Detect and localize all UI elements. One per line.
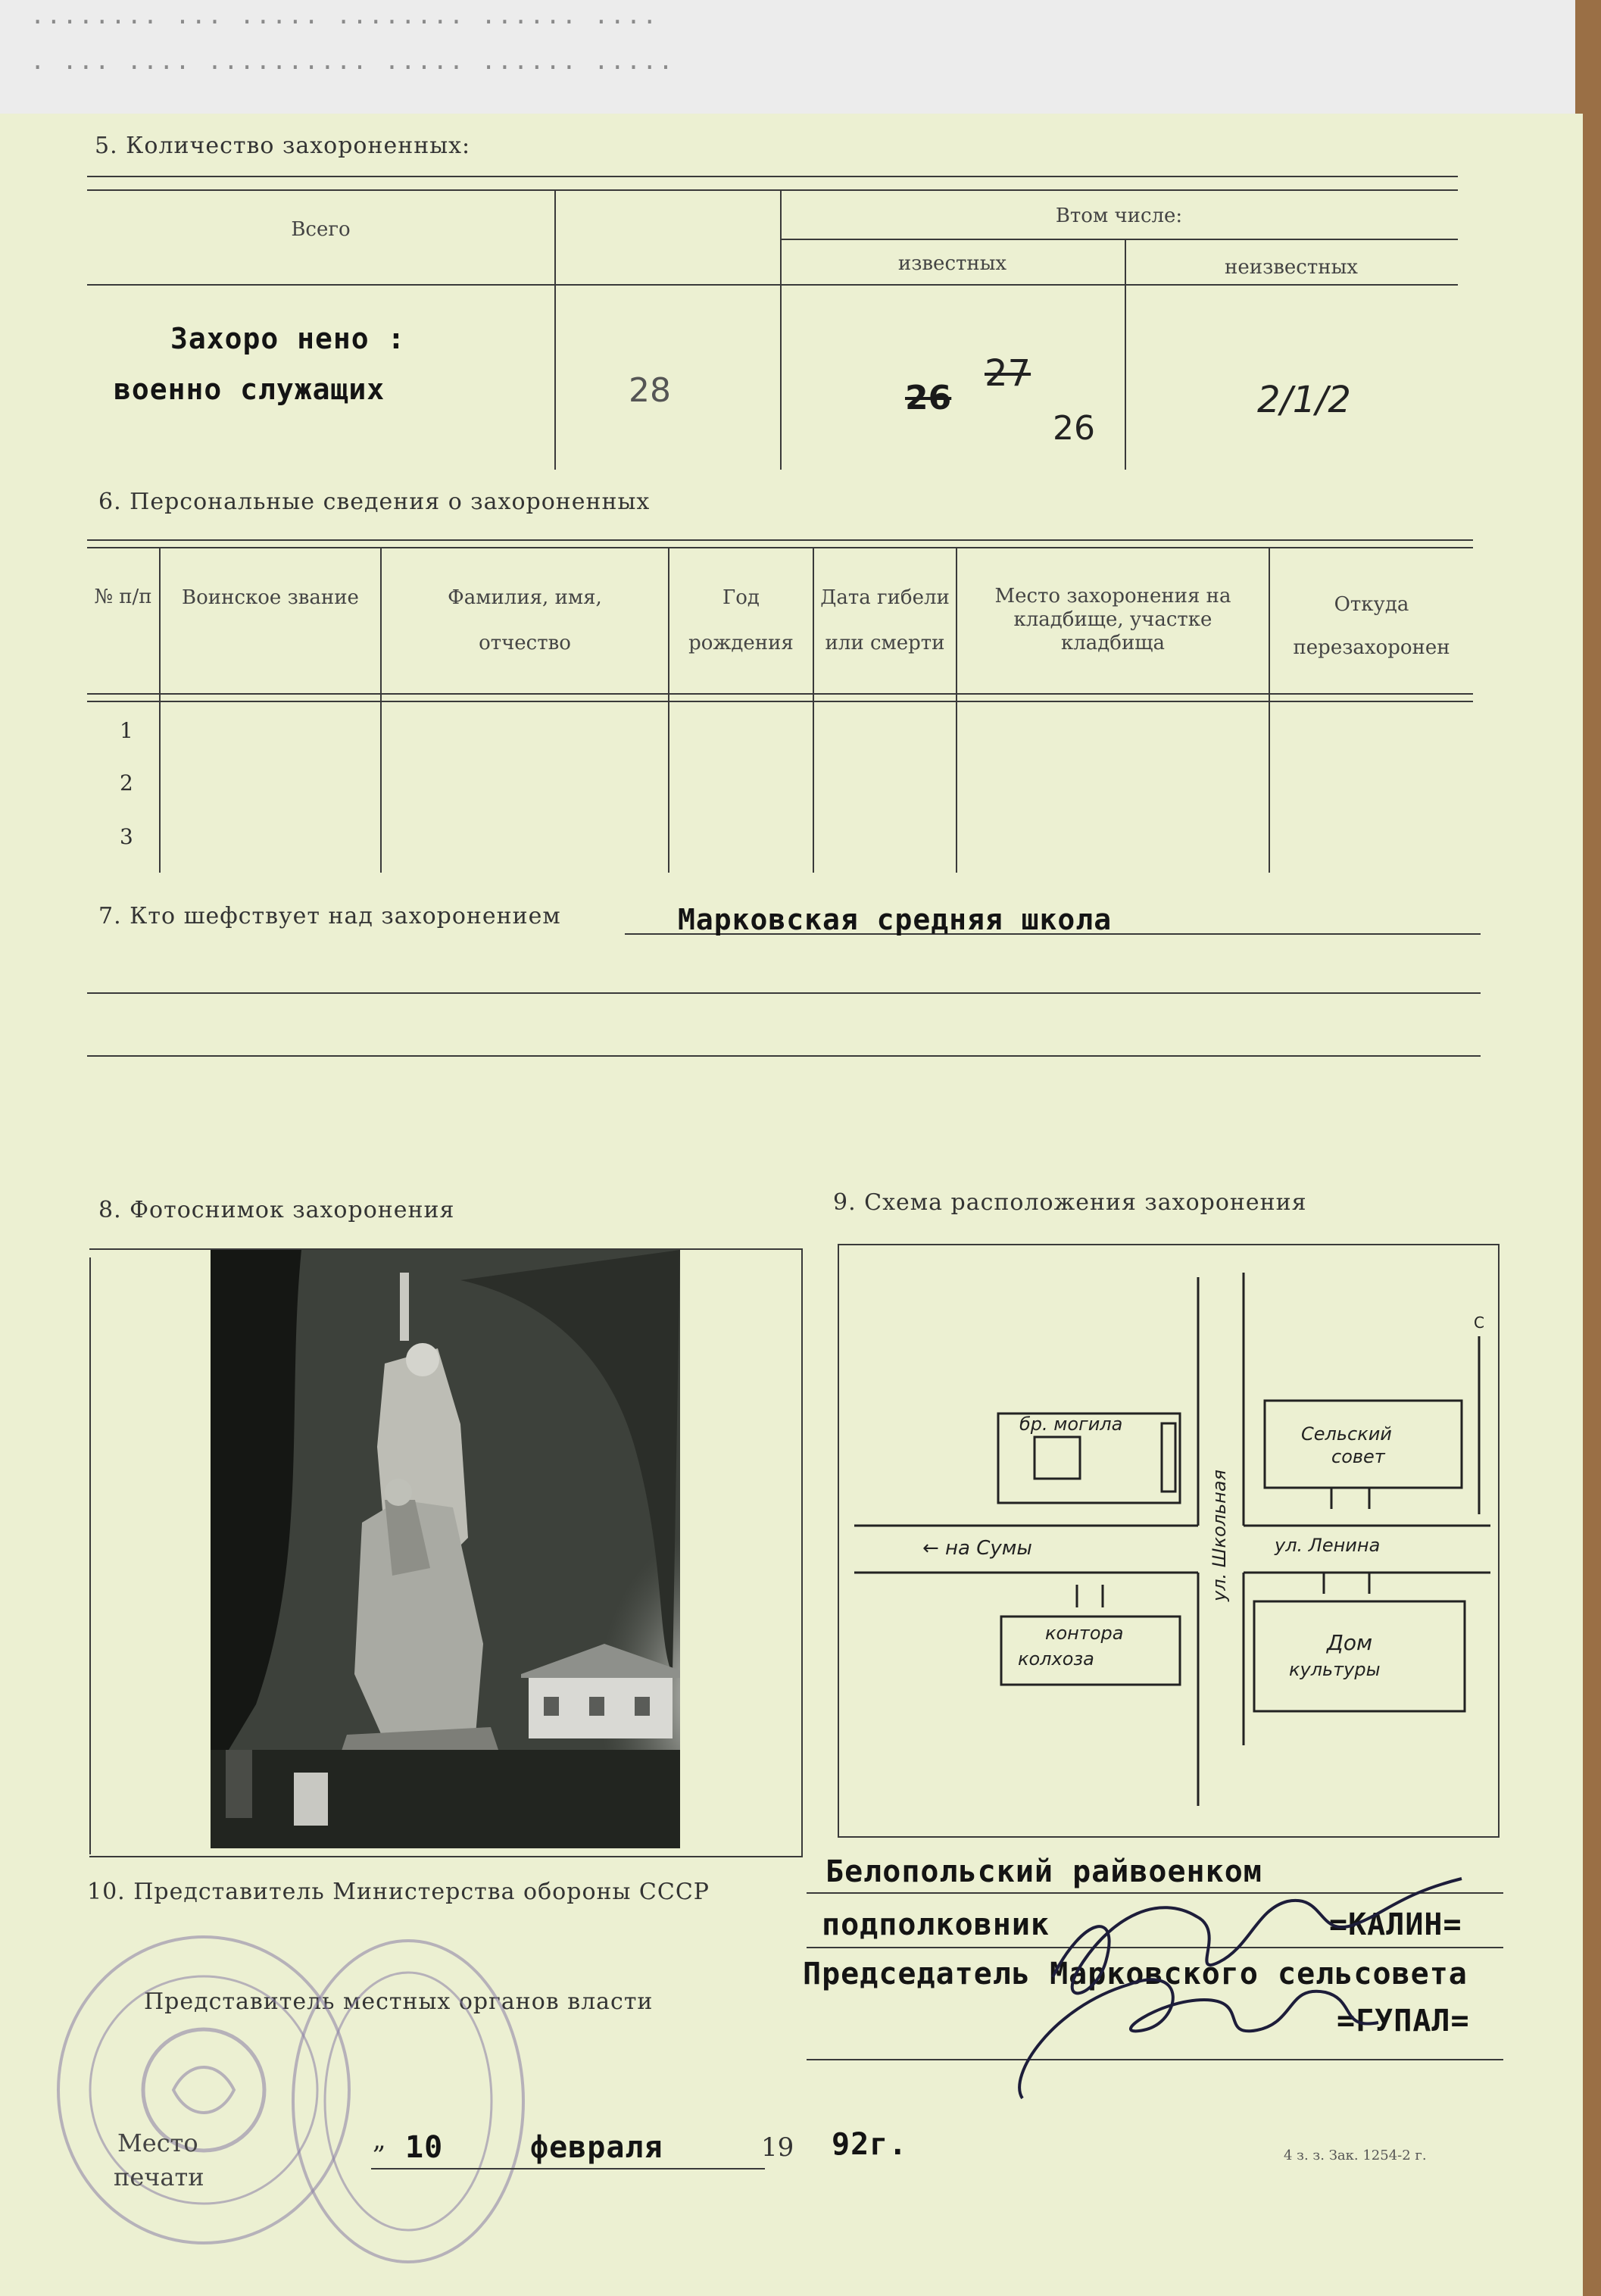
rule — [87, 539, 1473, 541]
rule — [89, 1257, 91, 1854]
stamp-emblem — [295, 1942, 522, 2260]
section5-title: 5. Количество захороненных: — [95, 133, 471, 159]
known-value-struck: 26 — [905, 379, 952, 417]
section10-title: 10. Представитель Министерства обороны СССР — [87, 1879, 710, 1905]
signatory-1-title: Белопольский райвоенком — [825, 1854, 1262, 1889]
memorial-photo — [211, 1250, 680, 1848]
culture-house-label: Дом — [1327, 1630, 1373, 1655]
total-value: 28 — [629, 371, 671, 410]
signatory-2-name: =ГУПАЛ= — [1337, 2004, 1470, 2038]
lenin-street-label: ул. Ленина — [1275, 1535, 1381, 1556]
date-day: 10 — [405, 2130, 444, 2165]
school-street-label: ул. Школьная — [1209, 1470, 1230, 1601]
col-known-header: известных — [897, 252, 1007, 275]
road-to-sumy-label: ← на Сумы — [922, 1537, 1032, 1560]
col-name-header: Фамилия, имя, отчество — [448, 586, 602, 654]
rule — [554, 189, 556, 470]
rule — [87, 693, 1473, 695]
rule — [87, 992, 1481, 994]
signatures — [932, 1848, 1507, 2121]
local-rep-label: Представитель местных органов власти — [144, 1988, 654, 2015]
signatory-1-rank: подполковник — [822, 1907, 1050, 1942]
known-value-final: 26 — [1053, 409, 1095, 448]
col-rank-header: Воинское звание — [182, 586, 359, 609]
rule — [87, 284, 1458, 286]
col-in-number-header: Втом числе: — [1055, 205, 1183, 227]
known-value-correction: 27 — [985, 352, 1031, 395]
date-century: 19 — [761, 2132, 794, 2163]
rule — [87, 701, 1473, 702]
secondary-stamp — [292, 1939, 525, 2263]
patron-value: Марковская средняя школа — [678, 903, 1113, 936]
buried-label: военно служащих — [114, 373, 385, 406]
memorial-illustration — [211, 1250, 680, 1848]
section6-title: 6. Персональные сведения о захороненных — [98, 489, 651, 515]
rule — [87, 189, 1458, 191]
office-label: колхоза — [1018, 1648, 1094, 1670]
row-number: 3 — [120, 824, 133, 849]
date-quote: „ — [373, 2125, 386, 2155]
col-death-date-header: Дата гибели или смерти — [820, 586, 950, 654]
rule — [780, 239, 1458, 240]
row-number: 1 — [120, 718, 133, 743]
rule — [87, 547, 1473, 548]
previous-page-text: · ··· ···· ·········· ····· ······ ····· — [30, 53, 675, 82]
date-year: 92г. — [832, 2127, 908, 2162]
scheme-frame — [838, 1244, 1500, 1838]
col-burial-place-header: Место захоронения на кладбище, участке кладбища — [994, 585, 1231, 655]
council-label: Сельский — [1301, 1423, 1392, 1445]
rule — [780, 189, 782, 470]
col-number-header: № п/п — [94, 586, 152, 608]
rule — [371, 2168, 765, 2169]
council-label: совет — [1331, 1446, 1385, 1467]
office-label: контора — [1045, 1623, 1124, 1644]
rule — [87, 176, 1458, 177]
date-month: февраля — [530, 2130, 663, 2165]
signatory-1-name: =КАЛИН= — [1329, 1907, 1462, 1942]
section8-title: 8. Фотоснимок захоронения — [98, 1197, 455, 1223]
section9-title: 9. Схема расположения захоронения — [833, 1189, 1307, 1216]
buried-label: Захоро нено : — [170, 322, 406, 355]
col-total-header: Всего — [291, 218, 351, 241]
section7-title: 7. Кто шефствует над захоронением — [98, 903, 561, 929]
previous-page-strip — [0, 0, 1575, 123]
row-number: 2 — [120, 770, 133, 795]
col-birth-year-header: Год рождения — [688, 586, 794, 654]
rule — [87, 1055, 1481, 1057]
print-mark: 4 з. з. Зак. 1254-2 г. — [1284, 2148, 1427, 2163]
unknown-value: 2/1/2 — [1257, 379, 1351, 421]
previous-page-text: ········ ··· ····· ········ ······ ···· — [30, 8, 659, 36]
stamp-place-label: Место — [117, 2129, 198, 2157]
culture-house-label: культуры — [1289, 1659, 1381, 1680]
north-label: С — [1474, 1314, 1484, 1332]
col-reburied-from-header: Откуда перезахоронен — [1293, 593, 1450, 660]
signatory-2-title: Председатель Марковского сельсовета — [803, 1957, 1468, 1991]
grave-label: бр. могила — [1019, 1414, 1123, 1435]
col-unknown-header: неизвестных — [1225, 256, 1358, 279]
stamp-place-label: печати — [114, 2163, 204, 2191]
